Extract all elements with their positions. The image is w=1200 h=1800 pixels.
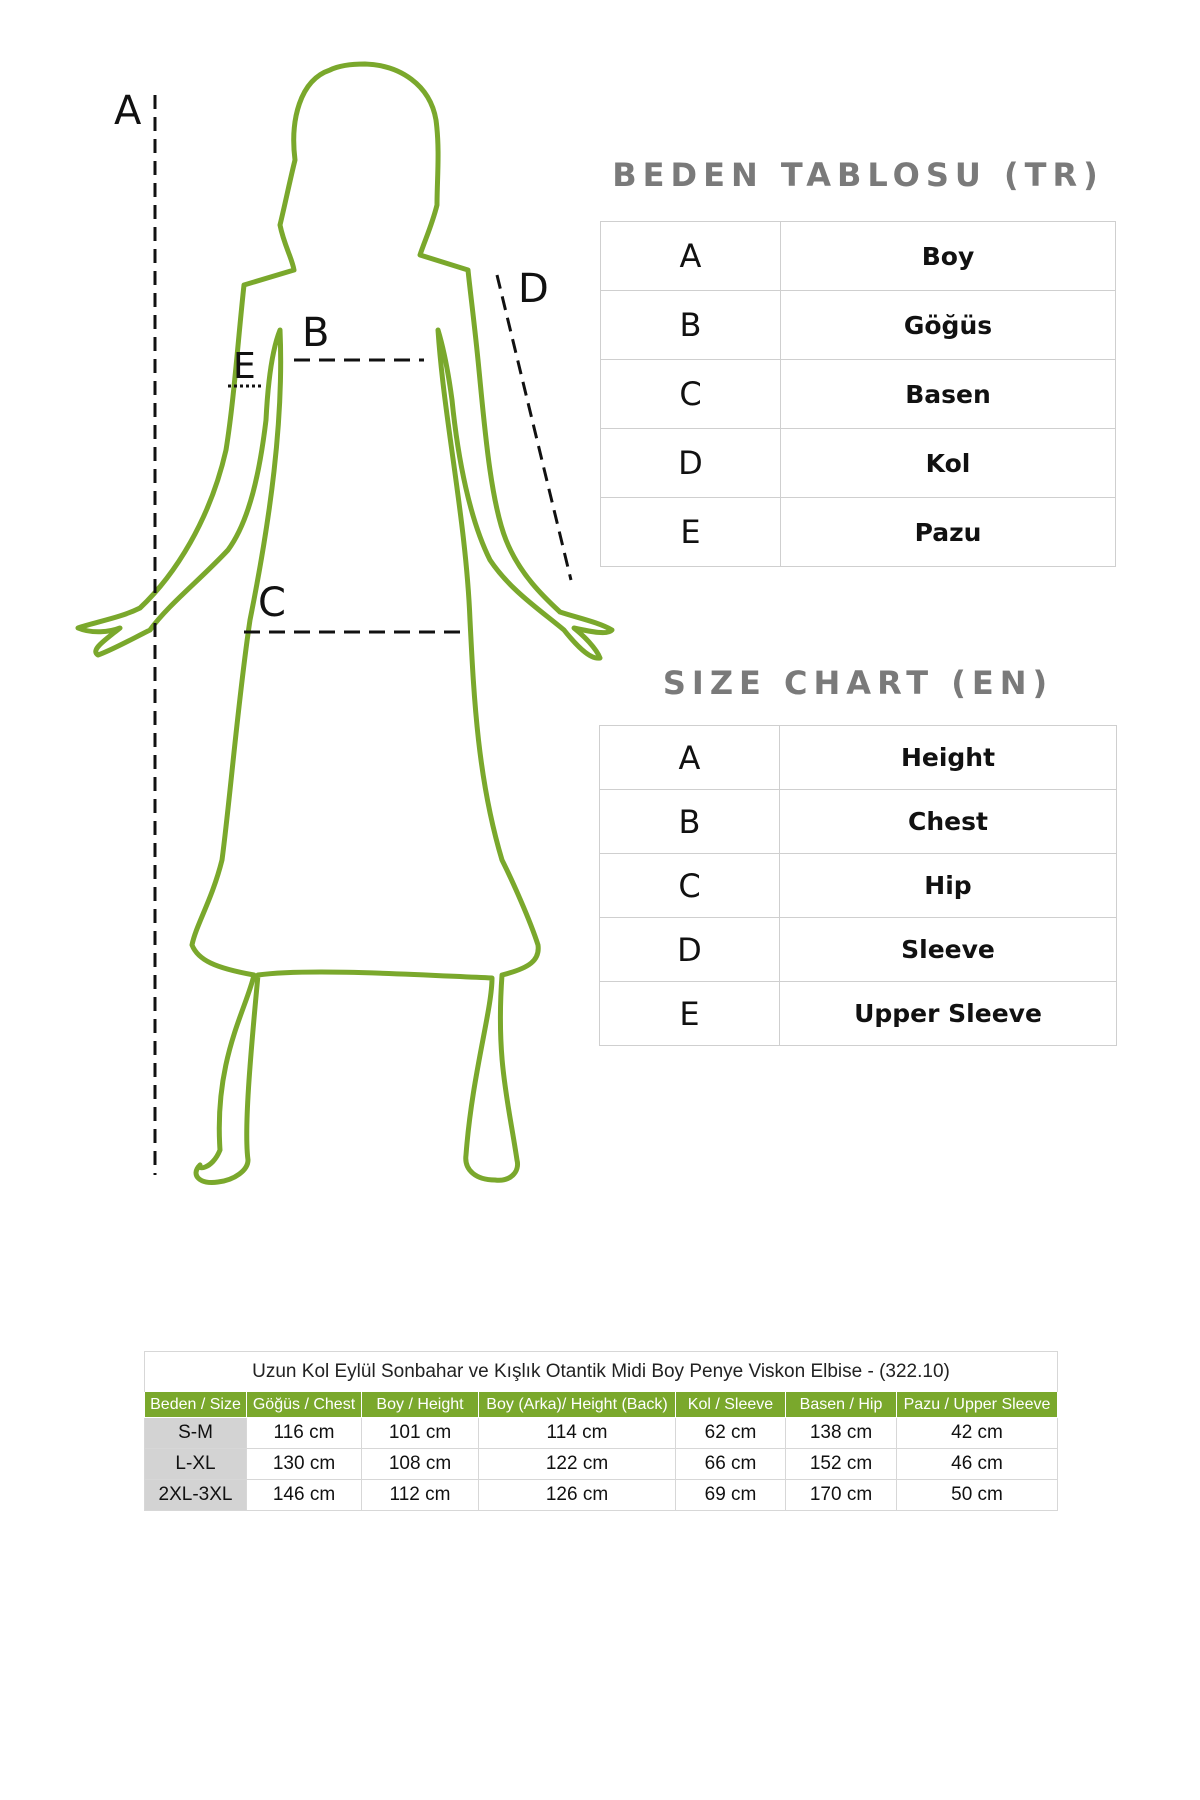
body-measurement-figure bbox=[0, 0, 640, 1220]
table-cell: 46 cm bbox=[897, 1449, 1058, 1480]
legend-value: Boy bbox=[781, 222, 1116, 291]
table-cell: 170 cm bbox=[786, 1480, 897, 1511]
measurement-table-caption: Uzun Kol Eylül Sonbahar ve Kışlık Otantik Midi Boy Penye Viskon Elbise - (322.10) bbox=[145, 1352, 1058, 1392]
table-cell: 138 cm bbox=[786, 1418, 897, 1449]
figure-label-e: E bbox=[233, 346, 256, 387]
size-chart-en-table bbox=[599, 725, 1117, 1046]
table-row bbox=[601, 360, 1116, 429]
table-row bbox=[601, 429, 1116, 498]
table-row bbox=[601, 222, 1116, 291]
table-cell: 42 cm bbox=[897, 1418, 1058, 1449]
table-cell: 116 cm bbox=[247, 1418, 362, 1449]
legend-key: E bbox=[600, 982, 780, 1046]
size-cell: S-M bbox=[145, 1418, 247, 1449]
table-row bbox=[145, 1418, 1058, 1449]
table-row bbox=[145, 1449, 1058, 1480]
measure-line-d bbox=[497, 275, 571, 580]
table-cell: 66 cm bbox=[676, 1449, 786, 1480]
legend-key: B bbox=[601, 291, 781, 360]
legend-key: E bbox=[601, 498, 781, 567]
legend-value: Height bbox=[780, 726, 1117, 790]
table-cell: 112 cm bbox=[362, 1480, 479, 1511]
legend-value: Chest bbox=[780, 790, 1117, 854]
size-chart-tr-title: BEDEN TABLOSU (TR) bbox=[612, 156, 1104, 194]
table-row bbox=[600, 790, 1117, 854]
table-cell: 146 cm bbox=[247, 1480, 362, 1511]
legend-key: A bbox=[600, 726, 780, 790]
measurement-table-header bbox=[145, 1392, 1058, 1418]
size-chart-tr-table bbox=[600, 221, 1116, 567]
table-cell: 152 cm bbox=[786, 1449, 897, 1480]
legend-key: C bbox=[600, 854, 780, 918]
table-cell: 122 cm bbox=[479, 1449, 676, 1480]
table-row bbox=[600, 982, 1117, 1046]
legend-value: Pazu bbox=[781, 498, 1116, 567]
column-header: Boy / Height bbox=[362, 1392, 479, 1418]
legend-key: D bbox=[600, 918, 780, 982]
legend-key: A bbox=[601, 222, 781, 291]
size-chart-en-title: SIZE CHART (EN) bbox=[662, 664, 1054, 702]
legend-key: D bbox=[601, 429, 781, 498]
table-cell: 126 cm bbox=[479, 1480, 676, 1511]
size-cell: 2XL-3XL bbox=[145, 1480, 247, 1511]
table-cell: 108 cm bbox=[362, 1449, 479, 1480]
column-header: Kol / Sleeve bbox=[676, 1392, 786, 1418]
column-header: Beden / Size bbox=[145, 1392, 247, 1418]
table-cell: 101 cm bbox=[362, 1418, 479, 1449]
size-cell: L-XL bbox=[145, 1449, 247, 1480]
legend-key: C bbox=[601, 360, 781, 429]
legend-value: Basen bbox=[781, 360, 1116, 429]
figure-label-c: C bbox=[258, 580, 286, 626]
table-row bbox=[600, 918, 1117, 982]
body-silhouette-outline bbox=[78, 64, 612, 1183]
figure-label-b: B bbox=[302, 310, 330, 356]
table-cell: 69 cm bbox=[676, 1480, 786, 1511]
legend-value: Kol bbox=[781, 429, 1116, 498]
table-cell: 114 cm bbox=[479, 1418, 676, 1449]
table-row bbox=[600, 854, 1117, 918]
column-header: Pazu / Upper Sleeve bbox=[897, 1392, 1058, 1418]
figure-label-a: A bbox=[114, 88, 142, 134]
table-cell: 50 cm bbox=[897, 1480, 1058, 1511]
table-cell: 62 cm bbox=[676, 1418, 786, 1449]
legend-value: Hip bbox=[780, 854, 1117, 918]
column-header: Basen / Hip bbox=[786, 1392, 897, 1418]
legend-value: Upper Sleeve bbox=[780, 982, 1117, 1046]
legend-value: Sleeve bbox=[780, 918, 1117, 982]
table-row bbox=[601, 498, 1116, 567]
table-cell: 130 cm bbox=[247, 1449, 362, 1480]
legend-key: B bbox=[600, 790, 780, 854]
table-row bbox=[601, 291, 1116, 360]
figure-label-d: D bbox=[518, 266, 549, 312]
table-row bbox=[145, 1480, 1058, 1511]
table-row bbox=[600, 726, 1117, 790]
column-header: Boy (Arka)/ Height (Back) bbox=[479, 1392, 676, 1418]
legend-value: Göğüs bbox=[781, 291, 1116, 360]
measurement-table bbox=[144, 1351, 1058, 1511]
column-header: Göğüs / Chest bbox=[247, 1392, 362, 1418]
